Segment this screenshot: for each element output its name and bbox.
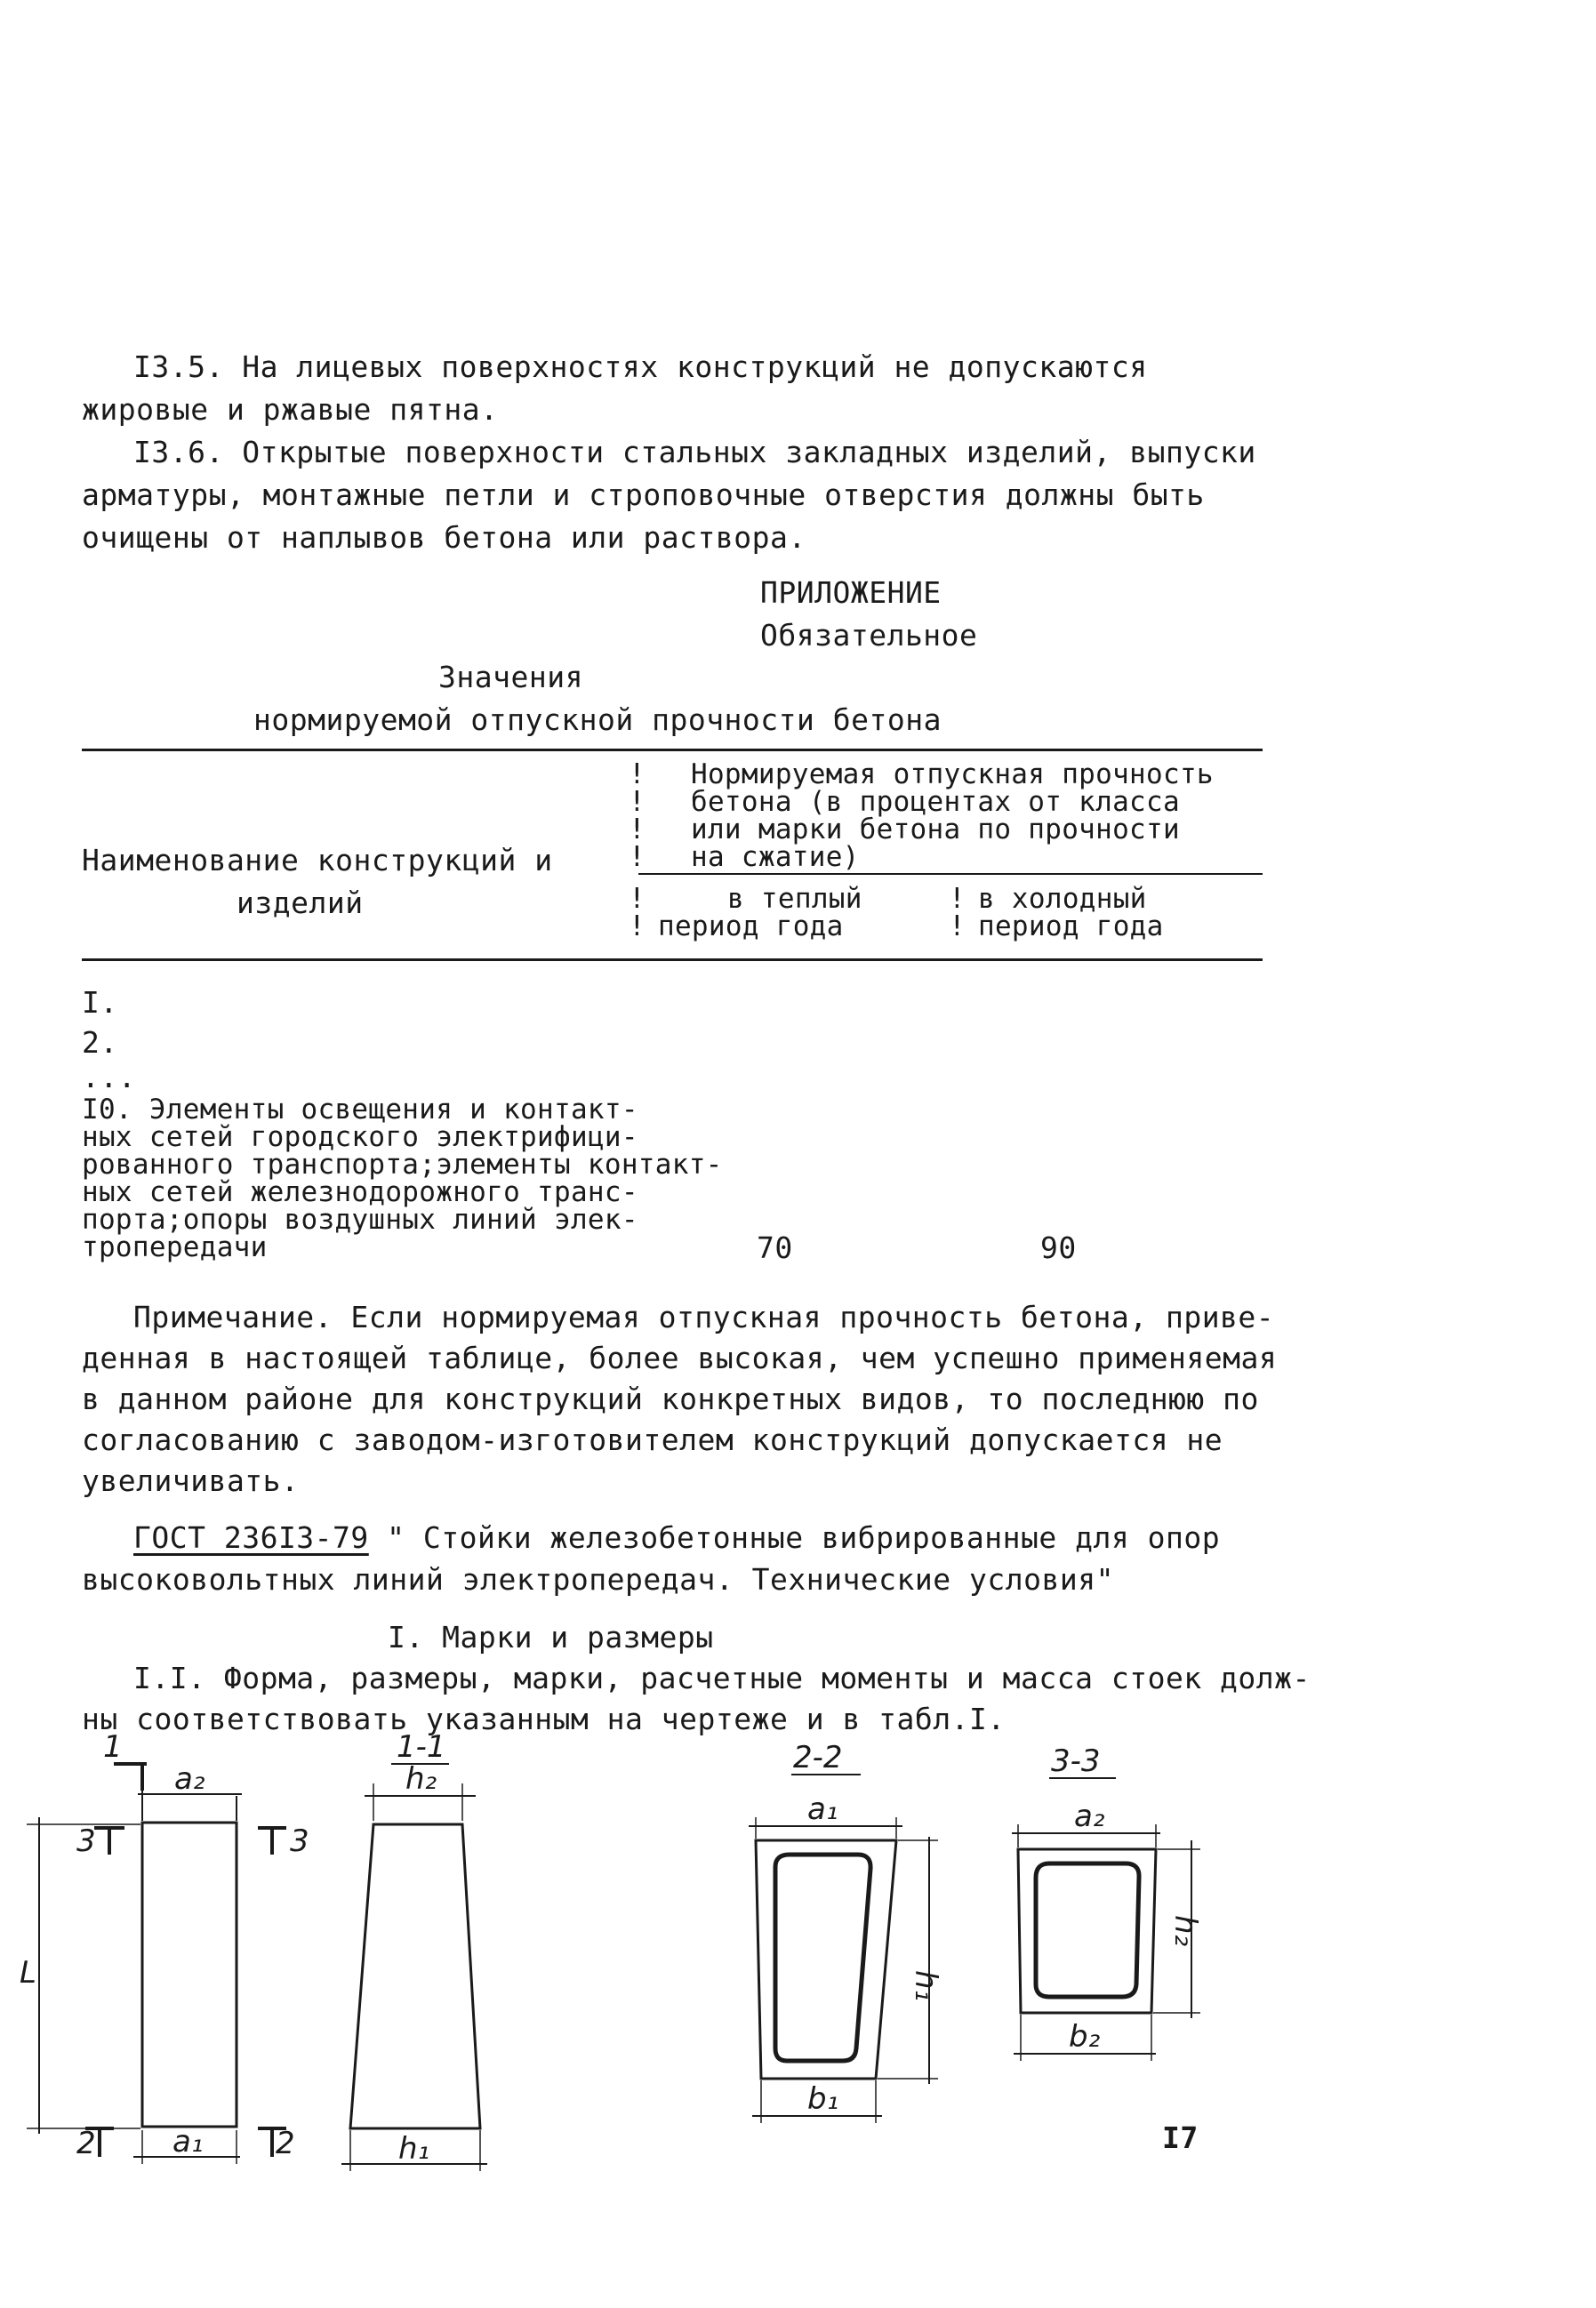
note-line2: денная в настоящей таблице, более высокая, чем успешно применяемая: [82, 1341, 1278, 1375]
paragraph-13-5-line2: жировые и ржавые пятна.: [82, 392, 499, 427]
table-row-10-line2: ных сетей городского электрифици-: [82, 1121, 638, 1153]
table-col2-header-line3: или марки бетона по прочности: [691, 813, 1180, 845]
table-row-2: 2.: [82, 1025, 118, 1060]
table-col2-header-line1: Нормируемая отпускная прочность: [691, 758, 1214, 790]
section-mark-2-left: 2: [76, 2126, 96, 2161]
label-b2-3-3: b₂: [1069, 2019, 1101, 2055]
table-row-10-line4: ных сетей железнодорожного транс-: [82, 1176, 638, 1208]
section-1-1-line1: I.I. Форма, размеры, марки, расчетные моменты и масса стоек долж-: [133, 1661, 1311, 1695]
section-mark-3-right: 3: [290, 1823, 309, 1859]
table-top-rule: [82, 749, 1263, 751]
section-mark-2-right: 2: [276, 2126, 295, 2161]
table-col1-header-line2: изделий: [237, 886, 364, 920]
table-row-10-cold-value: 90: [1040, 1230, 1077, 1265]
note-line1: Примечание. Если нормируемая отпускная прочность бетона, приве-: [133, 1300, 1275, 1334]
gost-heading-line1: [133, 1520, 1220, 1555]
appendix-label: ПРИЛОЖЕНИЕ: [760, 575, 942, 610]
section-1-1-profile: [350, 1824, 480, 2128]
section-1-1-line2: ны соответствовать указанным на чертеже и в табл.I.: [82, 1702, 1006, 1736]
table-row-10-warm-value: 70: [757, 1230, 793, 1265]
table-row-ellipsis: ...: [82, 1060, 137, 1094]
note-line4: согласованию с заводом-изготовителем конструкций допускается не: [82, 1422, 1223, 1457]
table-col2-header-line2: бетона (в процентах от класса: [691, 786, 1180, 818]
technical-drawing: [0, 1725, 1596, 2196]
table-header-divider: [638, 873, 1263, 875]
table-separator: !: [629, 758, 646, 790]
label-h1-1-1: h₁: [398, 2131, 430, 2167]
paragraph-13-5-line1: I3.5. На лицевых поверхностях конструкций не допускаются: [133, 349, 1148, 384]
section-2-2-void: [775, 1855, 870, 2061]
note-line3: в данном районе для конструкций конкретных видов, то последнюю по: [82, 1382, 1259, 1416]
table-separator: !: [629, 883, 646, 915]
table-separator: !: [629, 841, 646, 873]
label-b1-2-2: b₁: [807, 2081, 839, 2117]
table-sub-cold-line2: период года: [978, 910, 1164, 942]
table-separator: !: [949, 910, 966, 942]
table-sub-cold-line1: в холодный: [978, 883, 1147, 915]
section-label-1-1: 1-1: [397, 1729, 446, 1765]
section-label-2-2: 2-2: [793, 1740, 843, 1775]
section-3-3-void: [1036, 1863, 1139, 1997]
label-a2-top: a₂: [174, 1761, 205, 1797]
paragraph-13-6-line2: арматуры, монтажные петли и строповочные отверстия должны быть: [82, 477, 1205, 512]
label-h2-3-3: h₂: [1167, 1915, 1203, 1947]
section-mark-1: 1: [103, 1729, 123, 1765]
paragraph-13-6-line1: I3.6. Открытые поверхности стальных закладных изделий, выпуски: [133, 435, 1256, 469]
appendix-title-line1: Значения: [438, 660, 583, 694]
gost-title-line1: " Стойки железобетонные вибрированные для опор: [368, 1520, 1221, 1555]
table-row-10-line5: порта;опоры воздушных линий элек-: [82, 1204, 638, 1236]
page-number: I7: [1162, 2120, 1199, 2155]
label-a1-bottom: a₁: [172, 2124, 204, 2160]
table-row-10-line1: I0. Элементы освещения и контакт-: [82, 1094, 638, 1126]
table-separator: !: [629, 910, 646, 942]
appendix-status: Обязательное: [760, 618, 978, 653]
table-sub-warm-line2: период года: [658, 910, 844, 942]
label-h2-1-1: h₂: [405, 1761, 437, 1797]
table-row-1: I.: [82, 985, 118, 1020]
label-a1-2-2: a₁: [807, 1791, 838, 1827]
table-col2-header-line4: на сжатие): [691, 841, 860, 873]
section-1-heading: I. Марки и размеры: [388, 1620, 714, 1655]
table-header-bottom-rule: [82, 958, 1263, 961]
table-row-10-line6: тропередачи: [82, 1231, 268, 1263]
table-separator: !: [629, 786, 646, 818]
gost-title-line2: высоковольтных линий электропередач. Технические условия": [82, 1562, 1114, 1597]
label-a2-3-3: a₂: [1074, 1799, 1105, 1834]
table-row-10-line3: рованного транспорта;элементы контакт-: [82, 1149, 723, 1181]
section-label-3-3: 3-3: [1051, 1743, 1101, 1779]
appendix-title-line2: нормируемой отпускной прочности бетона: [253, 702, 942, 737]
table-col1-header-line1: Наименование конструкций и: [82, 843, 553, 878]
table-sub-warm-line1: в теплый: [727, 883, 862, 915]
table-separator: !: [629, 813, 646, 845]
column-side-view: [142, 1823, 237, 2127]
note-line5: увеличивать.: [82, 1463, 300, 1498]
label-L: L: [20, 1955, 36, 1991]
table-separator: !: [949, 883, 966, 915]
gost-code: ГОСТ 236I3-79: [133, 1520, 369, 1555]
paragraph-13-6-line3: очищены от наплывов бетона или раствора.: [82, 520, 806, 555]
label-h1-2-2: h₁: [908, 1970, 943, 2002]
section-mark-3-left: 3: [76, 1823, 96, 1859]
